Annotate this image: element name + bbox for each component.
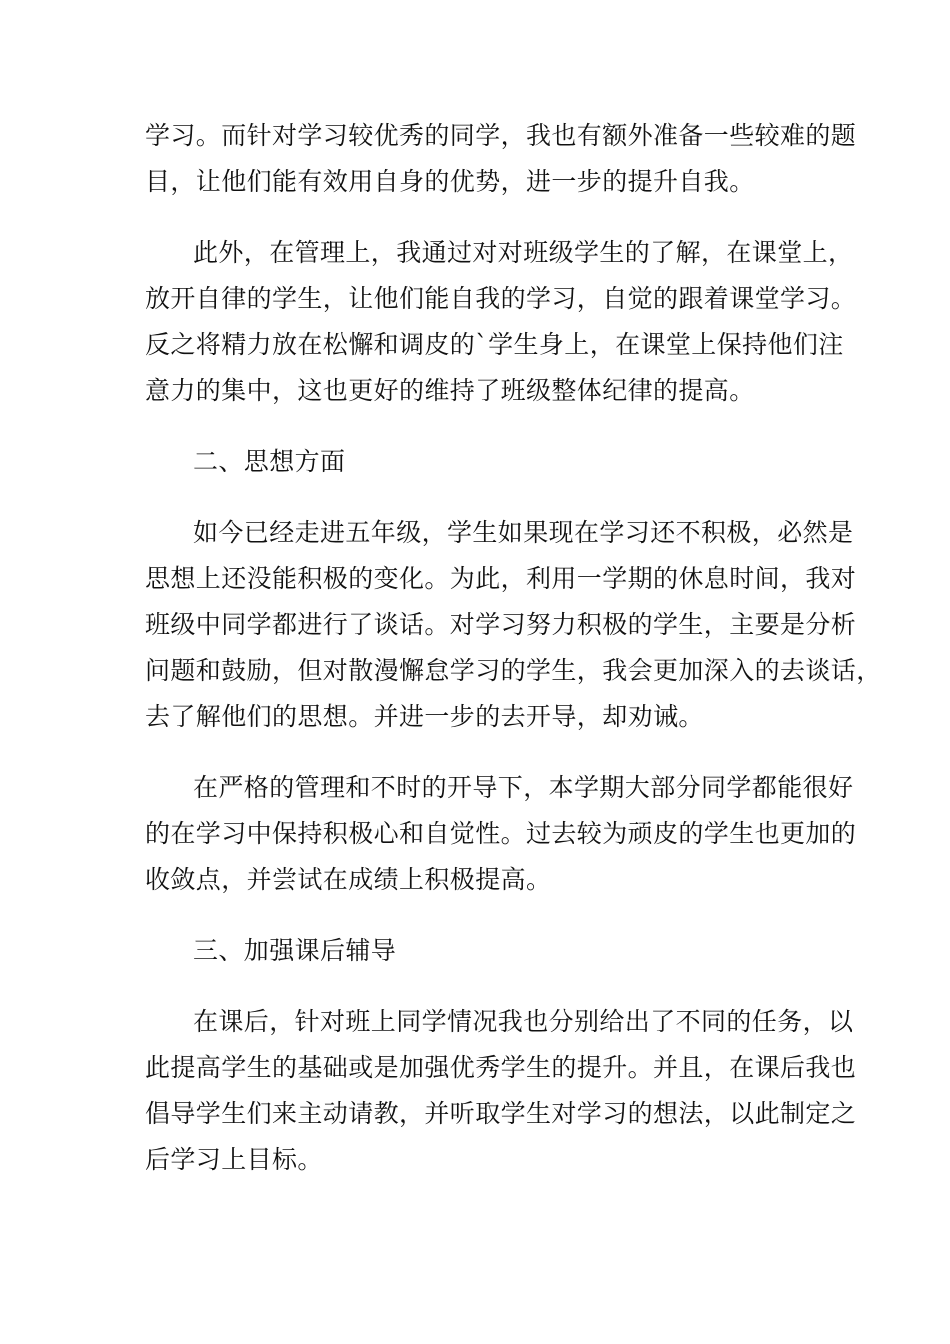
- paragraph-line: 意力的集中，这也更好的维持了班级整体纪律的提高。: [145, 376, 755, 405]
- paragraph-line: 此提高学生的基础或是加强优秀学生的提升。并且，在课后我也: [145, 1053, 857, 1082]
- paragraph-line: 问题和鼓励，但对散漫懈怠学习的学生，我会更加深入的去谈话，: [145, 656, 882, 685]
- paragraph-line: 目，让他们能有效用自身的优势，进一步的提升自我。: [145, 167, 755, 196]
- section-heading-after-class: 三、加强课后辅导: [193, 936, 397, 965]
- paragraph-2: [145, 230, 857, 414]
- paragraph-line: 此外，在管理上，我通过对对班级学生的了解，在课堂上，: [193, 238, 854, 267]
- paragraph-4: [145, 510, 882, 740]
- paragraph-7: [145, 999, 857, 1183]
- paragraph-line: 如今已经走进五年级，学生如果现在学习还不积极，必然是: [193, 518, 854, 547]
- section-heading-thought: 二、思想方面: [193, 447, 346, 476]
- paragraph-line: 反之将精力放在松懈和调皮的`学生身上，在课堂上保持他们注: [145, 330, 844, 359]
- paragraph-line: 学习。而针对学习较优秀的同学，我也有额外准备一些较难的题: [145, 121, 857, 150]
- paragraph-line: 放开自律的学生，让他们能自我的学习，自觉的跟着课堂学习。: [145, 284, 857, 313]
- paragraph-line: 在课后，针对班上同学情况我也分别给出了不同的任务，以: [193, 1007, 854, 1036]
- paragraph-1: [145, 113, 857, 205]
- document-body: [145, 113, 882, 1208]
- paragraph-line: 班级中同学都进行了谈话。对学习努力积极的学生，主要是分析: [145, 610, 857, 639]
- paragraph-line: 去了解他们的思想。并进一步的去开导，却劝诫。: [145, 702, 704, 731]
- paragraph-line: 倡导学生们来主动请教，并听取学生对学习的想法，以此制定之: [145, 1099, 857, 1128]
- paragraph-line: 思想上还没能积极的变化。为此，利用一学期的休息时间，我对: [145, 564, 857, 593]
- paragraph-5: [145, 765, 857, 903]
- paragraph-line: 后学习上目标。: [145, 1145, 323, 1174]
- paragraph-line: 收敛点，并尝试在成绩上积极提高。: [145, 865, 552, 894]
- paragraph-line: 在严格的管理和不时的开导下，本学期大部分同学都能很好: [193, 773, 854, 802]
- paragraph-line: 的在学习中保持积极心和自觉性。过去较为顽皮的学生也更加的: [145, 819, 857, 848]
